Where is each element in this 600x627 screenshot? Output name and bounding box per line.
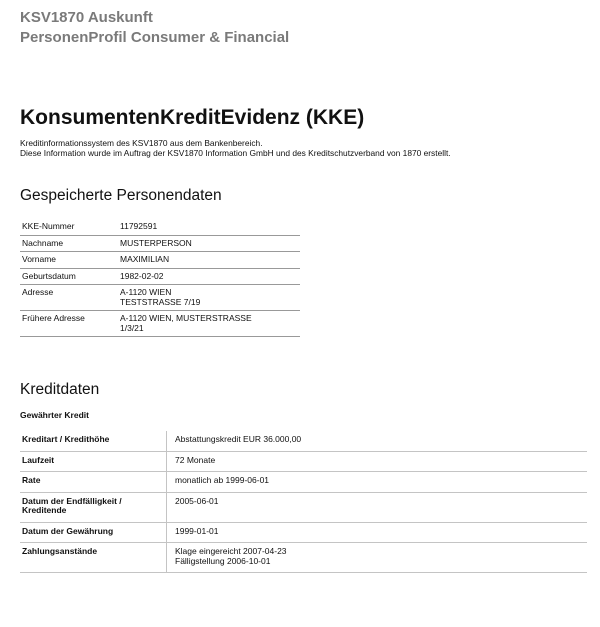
- row-label-line: Kreditende: [22, 505, 67, 515]
- row-label: [20, 472, 167, 493]
- row-label-line: Rate: [22, 475, 41, 485]
- personal-data-row: [20, 268, 300, 285]
- row-value: [120, 311, 300, 337]
- row-label: [20, 252, 120, 269]
- row-value-line: MUSTERPERSON: [120, 237, 192, 248]
- row-value: [120, 252, 300, 269]
- credit-data-row: [20, 451, 587, 472]
- row-value: [167, 472, 588, 493]
- row-value-line: 1/3/21: [120, 322, 144, 333]
- row-label: [20, 285, 120, 311]
- header-title: KSV1870 Auskunft: [20, 9, 153, 26]
- row-value-line: MAXIMILIAN: [120, 254, 170, 264]
- row-value: [120, 219, 300, 235]
- row-label-line: Datum der Gewährung: [22, 525, 114, 536]
- document-title: KonsumentenKreditEvidenz (KKE): [20, 106, 365, 129]
- row-label-line: Nachname: [22, 237, 64, 248]
- personal-data-row: [20, 252, 300, 269]
- row-label-line: Datum der Endfälligkeit /: [22, 495, 122, 506]
- credit-data-table: [20, 431, 587, 573]
- row-value: [120, 268, 300, 285]
- credit-data-row: [20, 522, 587, 543]
- credit-data-heading: Kreditdaten: [20, 381, 100, 398]
- row-label-line: Geburtsdatum: [22, 270, 76, 281]
- credit-data-row: [20, 543, 587, 573]
- row-label: [20, 235, 120, 252]
- row-label-line: Zahlungsanstände: [22, 546, 98, 556]
- intro-line-1: Kreditinformationssystem des KSV1870 aus dem Bankenbereich.: [20, 138, 263, 148]
- row-label: [20, 543, 167, 573]
- row-label-line: Vorname: [22, 254, 57, 264]
- row-label-line: Kreditart / Kredithöhe: [22, 434, 110, 444]
- row-value-line: monatlich ab 1999-06-01: [175, 475, 270, 485]
- personal-data-row: [20, 235, 300, 252]
- row-value-line: A-1120 WIEN: [120, 287, 172, 297]
- row-value: [120, 285, 300, 311]
- row-label-line: Laufzeit: [22, 454, 55, 465]
- row-value-line: Abstattungskredit EUR 36.000,00: [175, 434, 302, 444]
- row-label-line: Frühere Adresse: [22, 313, 85, 323]
- intro-line-2: Diese Information wurde im Auftrag der KSV1870 Information GmbH und des Kreditschutzverband von 1870 erstellt.: [20, 148, 451, 158]
- personal-data-row: [20, 311, 300, 337]
- row-value-line: 72 Monate: [175, 454, 216, 465]
- personal-data-heading: Gespeicherte Personendaten: [20, 187, 222, 204]
- row-value-line: TESTSTRASSE 7/19: [120, 296, 201, 307]
- credit-data-row: [20, 431, 587, 451]
- credit-subheading: Gewährter Kredit: [20, 410, 89, 420]
- credit-data-row: [20, 492, 587, 522]
- header-subtitle: PersonenProfil Consumer & Financial: [20, 29, 290, 46]
- row-value: [167, 543, 588, 573]
- credit-data-row: [20, 472, 587, 493]
- report-header: [20, 8, 289, 48]
- row-value-line: A-1120 WIEN, MUSTERSTRASSE: [120, 313, 252, 323]
- row-value-line: 11792591: [120, 221, 158, 231]
- row-label: [20, 431, 167, 451]
- personal-data-row: [20, 285, 300, 311]
- row-value-line: Klage eingereicht 2007-04-23: [175, 546, 287, 556]
- row-value: [167, 492, 588, 522]
- row-label-line: KKE-Nummer: [22, 221, 75, 231]
- row-value: [167, 522, 588, 543]
- personal-data-row: [20, 219, 300, 235]
- row-label: [20, 522, 167, 543]
- row-value-line: Fälligstellung 2006-10-01: [175, 555, 271, 566]
- row-label: [20, 268, 120, 285]
- row-value: [167, 431, 588, 451]
- row-label: [20, 219, 120, 235]
- row-value-line: 1982-02-02: [120, 270, 164, 281]
- intro-text: [20, 138, 590, 158]
- row-label: [20, 492, 167, 522]
- personal-data-table: [20, 219, 300, 337]
- row-label: [20, 311, 120, 337]
- row-value-line: 1999-01-01: [175, 525, 219, 536]
- row-value-line: 2005-06-01: [175, 495, 219, 506]
- row-value: [120, 235, 300, 252]
- row-label: [20, 451, 167, 472]
- row-label-line: Adresse: [22, 287, 54, 297]
- row-value: [167, 451, 588, 472]
